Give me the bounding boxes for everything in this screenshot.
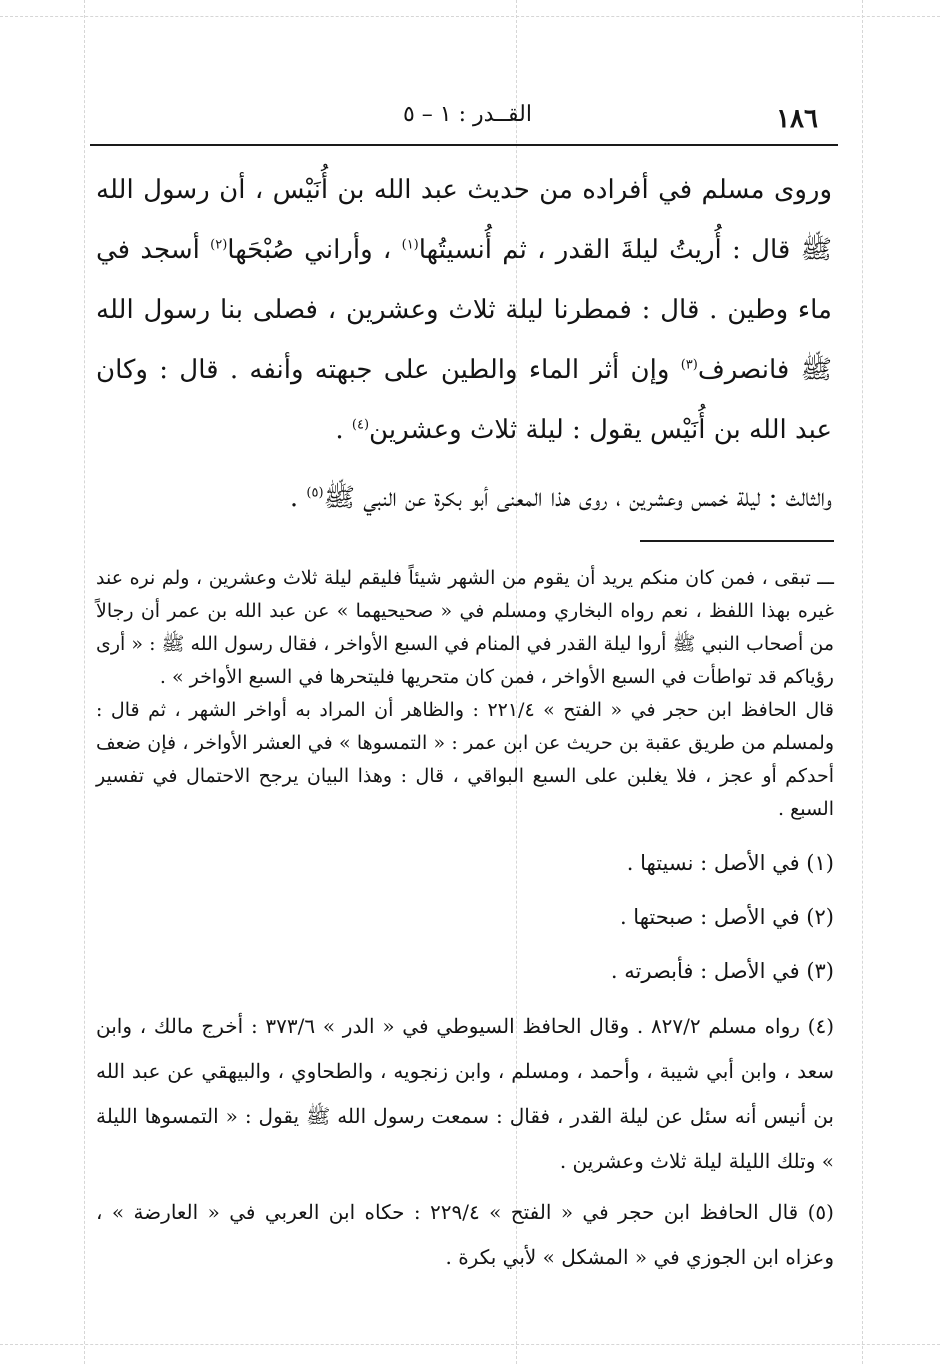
text-run: وإن أثر الماء والطين على جبهته وأنفه . قال : وكان عبد الله بن أُنَيْس يقول : ليلة ثلاث وعشرين [96, 355, 832, 445]
footnote-ref[interactable]: (١) [401, 237, 419, 253]
page-header [90, 98, 838, 142]
text-run: وروى مسلم في أفراده من حديث عبد الله بن أُنَيْس ، أن رسول الله ﷺ قال : أُريتُ ليلةَ القدر ، ثم أُنسيتُها [96, 175, 833, 265]
footnote-separator [640, 540, 834, 542]
footnote-ref[interactable]: (٢) [210, 237, 228, 253]
scan-guide-line [0, 16, 940, 17]
text-run: . [289, 483, 307, 513]
scan-guide-line [84, 0, 85, 1364]
footnote-ref[interactable]: (٤) [351, 417, 370, 433]
text-run: والثالث : ليلة خمس وعشرين ، روى هذا المعنى أبو بكرة عن النبي ﷺ [323, 483, 832, 513]
text-run: أسجد في ماء وطين . قال : فمطرنا ليلة ثلاث وعشرين ، فصلى بنا رسول الله ﷺ فانصرف [96, 235, 832, 385]
main-paragraph [96, 468, 832, 528]
page-number: ١٨٦ [776, 104, 818, 134]
main-text [96, 160, 832, 528]
footnote-ref[interactable]: (٥) [306, 485, 324, 501]
scan-guide-line [0, 1344, 940, 1345]
running-head: القــدر : ١ – ٥ [402, 102, 532, 127]
text-run: . [335, 415, 352, 445]
scan-guide-line [862, 0, 863, 1364]
footnotes [96, 562, 834, 1280]
footnote-4: (٤) رواه مسلم ٨٢٧/٢ . وقال الحافظ السيوطي في « الدر » ٣٧٣/٦ : أخرج مالك ، وابن سعد ، وابن أبي شيبة ، وأحمد ، ومسلم ، وابن زنجويه ، والطحاوي ، والبيهقي عن عبد الله بن أنيس أنه سئل عن ليلة القدر ، فقال : سمعت رسول الله ﷺ يقول : « التمسوها الليلة » وتلك الليلة ليلة ثلاث وعشرين . [96, 1014, 835, 1173]
footnote-ref[interactable]: (٣) [680, 357, 698, 373]
footnote-5: (٥) قال الحافظ ابن حجر في « الفتح » ٢٢٩/٤ : حكاه ابن العربي في « العارضة » ، وعزاه ابن الجوزي في « المشكل » لأبي بكرة . [96, 1200, 834, 1269]
main-paragraph [96, 160, 832, 460]
footnote-2: (٢) في الأصل : صبحتها . [619, 905, 834, 929]
footnote-3: (٣) في الأصل : فأبصرته . [610, 959, 834, 983]
footnote-continuation: قال الحافظ ابن حجر في « الفتح » ٢٢١/٤ : والظاهر أن المراد به أواخر الشهر ، ثم قال : ولمسلم من طريق عقبة بن حريث عن ابن عمر : « التمسوها » في العشر الأواخر ، فإن ضعف أحدكم أو عجز ، فلا يغلبن على السبع البواقي ، قال : وهذا البيان يرجح الاحتمال في تفسير السبع . [96, 699, 834, 820]
header-rule [90, 144, 838, 146]
footnote-1: (١) في الأصل : نسيتها . [626, 851, 834, 875]
text-run: ، وأراني صُبْحَها [227, 235, 402, 265]
footnote-continuation: ـــ تبقى ، فمن كان منكم يريد أن يقوم من الشهر شيئاً فليقم ليلة ثلاث وعشرين ، ولم نره عند غيره بهذا اللفظ ، نعم رواه البخاري ومسلم في « صحيحيهما » عن عبد الله بن عمر أن رجالاً من أصحاب النبي ﷺ أروا ليلة القدر في المنام في السبع الأواخر ، فقال رسول الله ﷺ : « أرى رؤياكم قد تواطأت في السبع الأواخر ، فمن كان متحريها فليتحرها في السبع الأواخر » . [96, 567, 834, 688]
